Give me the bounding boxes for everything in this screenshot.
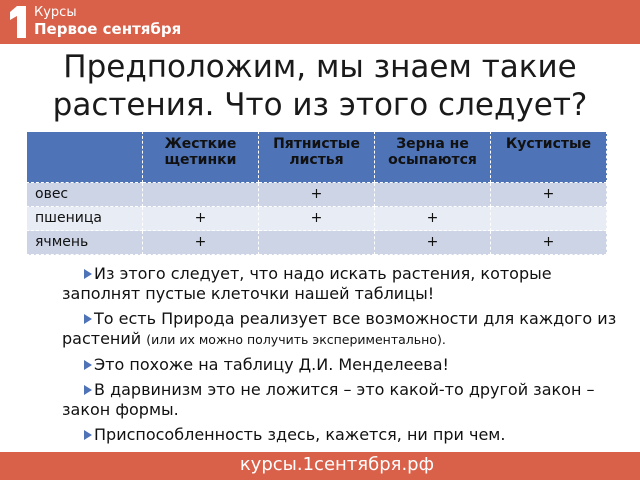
- bullet-text-3: Это похоже на таблицу Д.И. Менделеева!: [94, 355, 449, 374]
- site-url: курсы.1сентября.рф: [239, 454, 434, 475]
- logo-icon: [8, 6, 26, 38]
- bullet-item: [62, 380, 622, 420]
- table-cell: +: [491, 183, 607, 207]
- bullet-arrow-icon: [84, 360, 92, 370]
- bullet-item: [62, 264, 622, 304]
- table-header-empty: [27, 132, 143, 183]
- bullet-list: [62, 264, 622, 450]
- table-header-col3: Зерна не осыпаются: [375, 132, 491, 183]
- bullet-text-4: В дарвинизм это не ложится – это какой-то другой закон – закон формы.: [62, 380, 595, 419]
- table-row: [27, 231, 607, 255]
- row-name-barley: ячмень: [27, 231, 143, 255]
- bullet-arrow-icon: [84, 385, 92, 395]
- bullet-arrow-icon: [84, 314, 92, 324]
- bullet-text-2: То есть Природа реализует все возможности для каждого из растений: [62, 309, 617, 348]
- table-cell: +: [491, 231, 607, 255]
- table-cell: +: [259, 207, 375, 231]
- table-cell: +: [143, 231, 259, 255]
- table-cell: +: [143, 207, 259, 231]
- table-cell: [375, 183, 491, 207]
- bullet-item: [62, 355, 622, 375]
- bullet-text-5: Приспособленность здесь, кажется, ни при чем.: [94, 425, 506, 444]
- top-banner: [0, 0, 640, 44]
- traits-table-wrap: [26, 131, 606, 255]
- table-header-col2: Пятнистые листья: [259, 132, 375, 183]
- table-header-col4: Кустистые: [491, 132, 607, 183]
- bullet-text-2-note: (или их можно получить экспериментально).: [146, 332, 446, 347]
- bullet-text-1: Из этого следует, что надо искать растения, которые заполнят пустые клеточки нашей таблицы!: [62, 264, 552, 303]
- table-cell: +: [375, 231, 491, 255]
- table-row: [27, 183, 607, 207]
- table-row: [27, 207, 607, 231]
- row-name-oats: овес: [27, 183, 143, 207]
- bullet-item: [62, 425, 622, 445]
- row-name-wheat: пшеница: [27, 207, 143, 231]
- logo-line1: Курсы: [34, 5, 77, 20]
- traits-table: [26, 131, 607, 255]
- table-cell: [259, 231, 375, 255]
- table-cell: [491, 207, 607, 231]
- slide-title: [0, 48, 640, 124]
- bullet-arrow-icon: [84, 430, 92, 440]
- table-cell: +: [375, 207, 491, 231]
- slide-title-line2: растения. Что из этого следует?: [52, 87, 588, 123]
- table-header-col1: Жесткие щетинки: [143, 132, 259, 183]
- logo-line2: Первое сентября: [34, 20, 182, 38]
- table-cell: +: [259, 183, 375, 207]
- bullet-item: [62, 309, 622, 350]
- table-cell: [143, 183, 259, 207]
- bullet-arrow-icon: [84, 269, 92, 279]
- slide-title-line1: Предположим, мы знаем такие: [63, 49, 577, 85]
